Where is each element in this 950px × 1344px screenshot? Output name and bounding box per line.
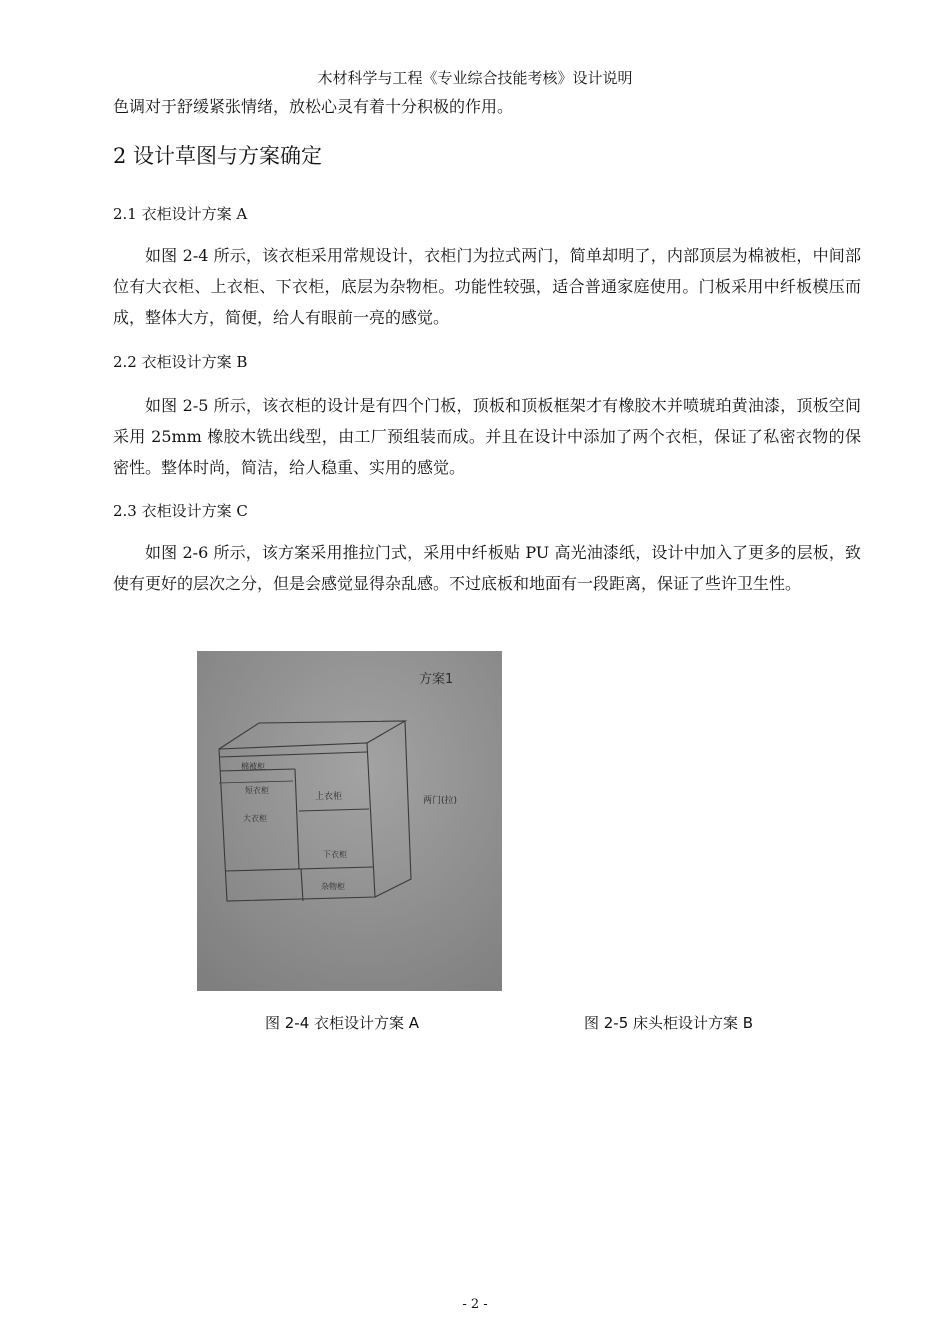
figure-caption-a: 图 2-4 衣柜设计方案 A (265, 1014, 420, 1032)
wardrobe-sketch-drawing (197, 651, 502, 991)
running-header: 木材科学与工程《专业综合技能考核》设计说明 (317, 69, 633, 87)
sketch-label-doors: 两门(拉) (423, 796, 458, 806)
sketch-label-coat-large: 大衣柜 (243, 814, 267, 823)
sketch-label-quilt: 棉被柜 (241, 762, 265, 771)
sketch-label-misc: 杂物柜 (321, 882, 345, 891)
wardrobe-sketch-figure (197, 651, 502, 991)
paragraph-c: 如图 2-6 所示，该方案采用推拉门式，采用中纤板贴 PU 高光油漆纸，设计中加入了更多的层板，致使有更好的层次之分，但是会感觉显得杂乱感。不过底板和地面有一段距离，保证了些许卫生性。 (113, 543, 861, 593)
intro-continuation: 色调对于舒缓紧张情绪，放松心灵有着十分积极的作用。 (113, 97, 514, 116)
paragraph-b: 如图 2-5 所示，该衣柜的设计是有四个门板，顶板和顶板框架才有橡胶木并喷琥珀黄油漆，顶板空间采用 25mm 橡胶木铣出线型，由工厂预组装而成。并且在设计中添加了两个衣柜，保证了私密衣物的保密性。整体时尚，简洁，给人稳重、实用的感觉。 (113, 396, 861, 477)
sketch-label-upper: 上衣柜 (315, 792, 343, 802)
sketch-title: 方案1 (419, 672, 454, 687)
sketch-label-coat-small: 短衣柜 (245, 786, 269, 795)
paragraph-a: 如图 2-4 所示，该衣柜采用常规设计，衣柜门为拉式两门，简单却明了，内部顶层为棉被柜，中间部位有大衣柜、上衣柜、下衣柜，底层为杂物柜。功能性较强，适合普通家庭使用。门板采用中纤板模压而成，整体大方，简便，给人有眼前一亮的感觉。 (113, 246, 861, 327)
figure-caption-b: 图 2-5 床头柜设计方案 B (584, 1014, 754, 1032)
page-number: - 2 - (462, 1297, 488, 1312)
subsection-heading-a: 2.1 衣柜设计方案 A (113, 205, 248, 223)
section-heading: 2 设计草图与方案确定 (113, 144, 323, 168)
subsection-heading-b: 2.2 衣柜设计方案 B (113, 353, 248, 371)
sketch-label-lower: 下衣柜 (323, 850, 347, 859)
subsection-heading-c: 2.3 衣柜设计方案 C (113, 502, 248, 520)
